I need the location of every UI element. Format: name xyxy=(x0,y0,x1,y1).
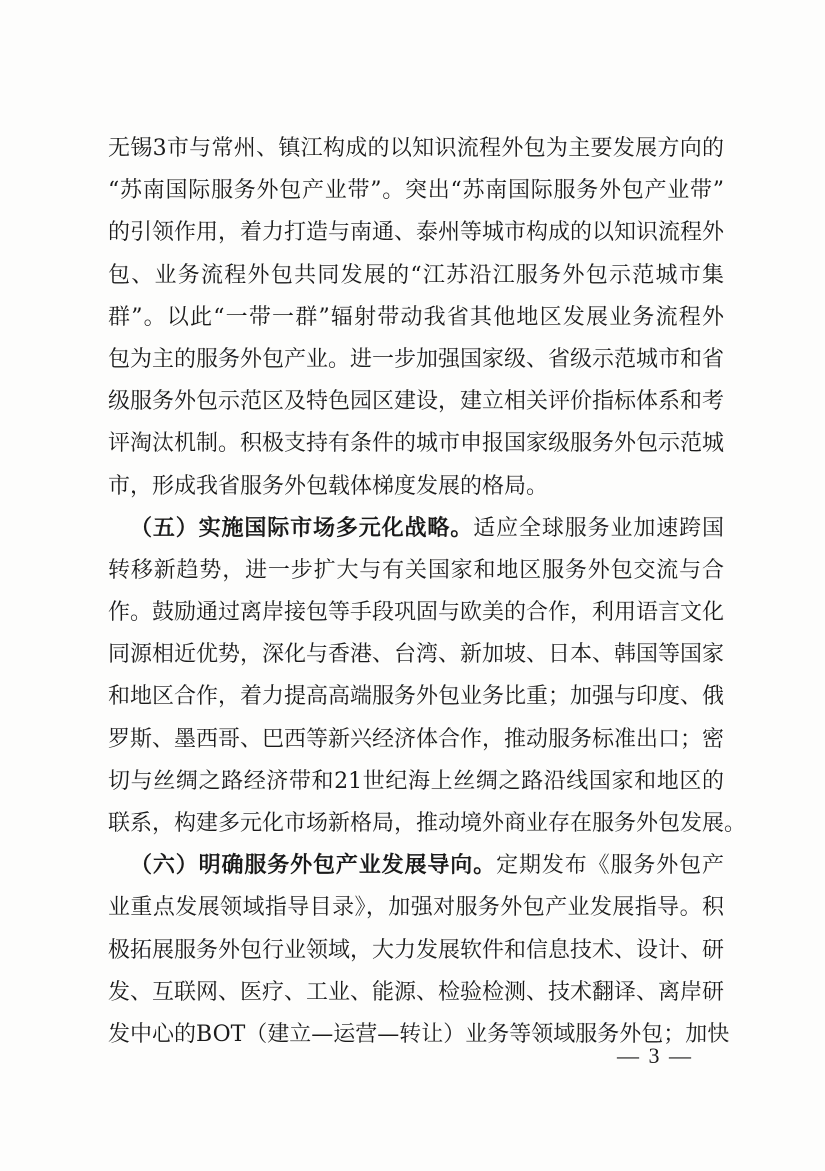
paragraph-line: 评淘汰机制。积极支持有条件的城市申报国家级服务外包示范城 xyxy=(108,431,725,457)
section-6-first-line xyxy=(108,845,724,887)
section-6-heading: （六）明确服务外包产业发展导向。 xyxy=(130,853,497,879)
paragraph-line: 同源相近优势，深化与香港、台湾、新加坡、日本、韩国等国家 xyxy=(108,642,725,668)
paragraph-line: 和地区合作，着力提高高端服务外包业务比重；加强与印度、俄 xyxy=(108,684,725,710)
section-6-text: 定期发布《服务外包产 xyxy=(496,853,724,879)
paragraph-line: “苏南国际服务外包产业带”。突出“苏南国际服务外包产业带” xyxy=(108,178,724,204)
paragraph-line: 极拓展服务外包行业领域，大力发展软件和信息技术、设计、研 xyxy=(108,937,725,963)
paragraph-line: 无锡3市与常州、镇江构成的以知识流程外包为主要发展方向的 xyxy=(108,136,724,161)
paragraph-line: 包、业务流程外包共同发展的“江苏沿江服务外包示范城市集 xyxy=(108,262,724,288)
paragraph-line: 级服务外包示范区及特色园区建设，建立相关评价指标体系和考 xyxy=(108,389,725,415)
section-5-first-line xyxy=(108,508,724,550)
paragraph-line: 切与丝绸之路经济带和21世纪海上丝绸之路沿线国家和地区的 xyxy=(108,768,724,794)
paragraph-line: 联系，构建多元化市场新格局，推动境外商业存在服务外包发展。 xyxy=(108,811,747,836)
section-5-text: 适应全球服务业加速跨国 xyxy=(473,515,724,541)
paragraph-line: 作。鼓励通过离岸接包等手段巩固与欧美的合作，利用语言文化 xyxy=(108,600,725,626)
paragraph-line: 市，形成我省服务外包载体梯度发展的格局。 xyxy=(108,473,549,499)
paragraph-line: 罗斯、墨西哥、巴西等新兴经济体合作，推动服务标准出口；密 xyxy=(108,726,725,752)
paragraph-line: 转移新趋势，进一步扩大与有关国家和地区服务外包交流与合 xyxy=(108,557,724,583)
paragraph-line: 包为主的服务外包产业。进一步加强国家级、省级示范城市和省 xyxy=(108,346,725,372)
page-number: — 3 — xyxy=(617,1043,693,1068)
paragraph-line: 群”。以此“一带一群”辐射带动我省其他地区发展业务流程外 xyxy=(108,304,724,330)
body-text xyxy=(108,128,747,1056)
paragraph-line: 发、互联网、医疗、工业、能源、检验检测、技术翻译、离岸研 xyxy=(108,979,725,1005)
section-5-heading: （五）实施国际市场多元化战略。 xyxy=(130,515,474,541)
paragraph-line: 的引领作用，着力打造与南通、泰州等城市构成的以知识流程外 xyxy=(108,220,725,246)
paragraph-line: 发中心的BOT（建立—运营—转让）业务等领域服务外包；加快 xyxy=(108,1021,730,1047)
paragraph-line: 业重点发展领域指导目录》，加强对服务外包产业发展指导。积 xyxy=(108,895,724,921)
